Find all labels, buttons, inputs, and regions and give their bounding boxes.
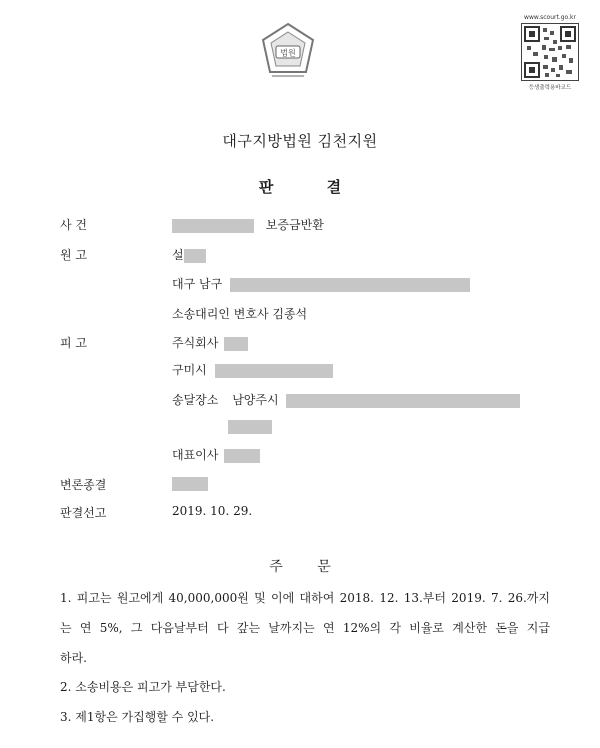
document-title: 판 결 <box>258 178 342 196</box>
redaction-box <box>224 337 248 351</box>
order-title: 주 문 <box>269 559 331 575</box>
qr-caption: 등생출력용바코드 <box>528 85 572 91</box>
defendant-company: 주식회사 <box>172 334 248 351</box>
qr-url: www.scourt.go.kr <box>524 14 576 21</box>
plaintiff-name: 설 <box>172 246 206 263</box>
order-line-1: 1. 피고는 원고에게 40,000,000원 및 이에 대하여 2018. 12. 13.부터 2019. 7. 26.까지 <box>60 591 550 605</box>
redaction-box <box>215 364 333 378</box>
qr-code-icon <box>521 23 579 81</box>
redaction-box <box>228 420 272 434</box>
defendant-label: 피 고 <box>60 336 87 350</box>
emblem-label: 법원 <box>280 48 296 58</box>
redaction-box <box>172 477 208 491</box>
qr-code-block <box>512 14 588 91</box>
defendant-representative: 대표이사 <box>172 446 260 463</box>
plaintiff-agent: 소송대리인 변호사 김종석 <box>172 307 308 321</box>
plaintiff-address: 대구 남구 <box>172 275 470 292</box>
court-name: 대구지방법원 김천지원 <box>222 132 378 150</box>
redaction-box <box>172 219 254 233</box>
court-emblem-icon <box>258 20 318 82</box>
order-line-2: 는 연 5%, 그 다음날부터 다 갚는 날까지는 연 12%의 각 비율로 계산한 돈을 지급 <box>60 621 550 635</box>
order-item-2: 2. 소송비용은 피고가 부담한다. <box>60 680 226 694</box>
order-line-3: 하라. <box>60 651 87 665</box>
hearing-end-value <box>172 476 208 491</box>
redaction-box <box>286 394 520 408</box>
case-label: 사 건 <box>60 218 87 232</box>
order-item-3: 3. 제1항은 가집행할 수 있다. <box>60 710 215 724</box>
redaction-box <box>224 449 260 463</box>
redaction-box <box>184 249 206 263</box>
defendant-address: 구미시 <box>172 361 333 378</box>
plaintiff-label: 원 고 <box>60 248 87 262</box>
redaction-box <box>230 278 470 292</box>
defendant-service-address-cont <box>228 419 272 434</box>
judgment-date-label: 판결선고 <box>60 506 107 520</box>
judgment-date-value: 2019. 10. 29. <box>172 504 253 518</box>
case-value: 보증금반환 <box>172 216 324 233</box>
hearing-end-label: 변론종결 <box>60 478 107 492</box>
defendant-service-address: 송달장소 남양주시 <box>172 391 520 408</box>
